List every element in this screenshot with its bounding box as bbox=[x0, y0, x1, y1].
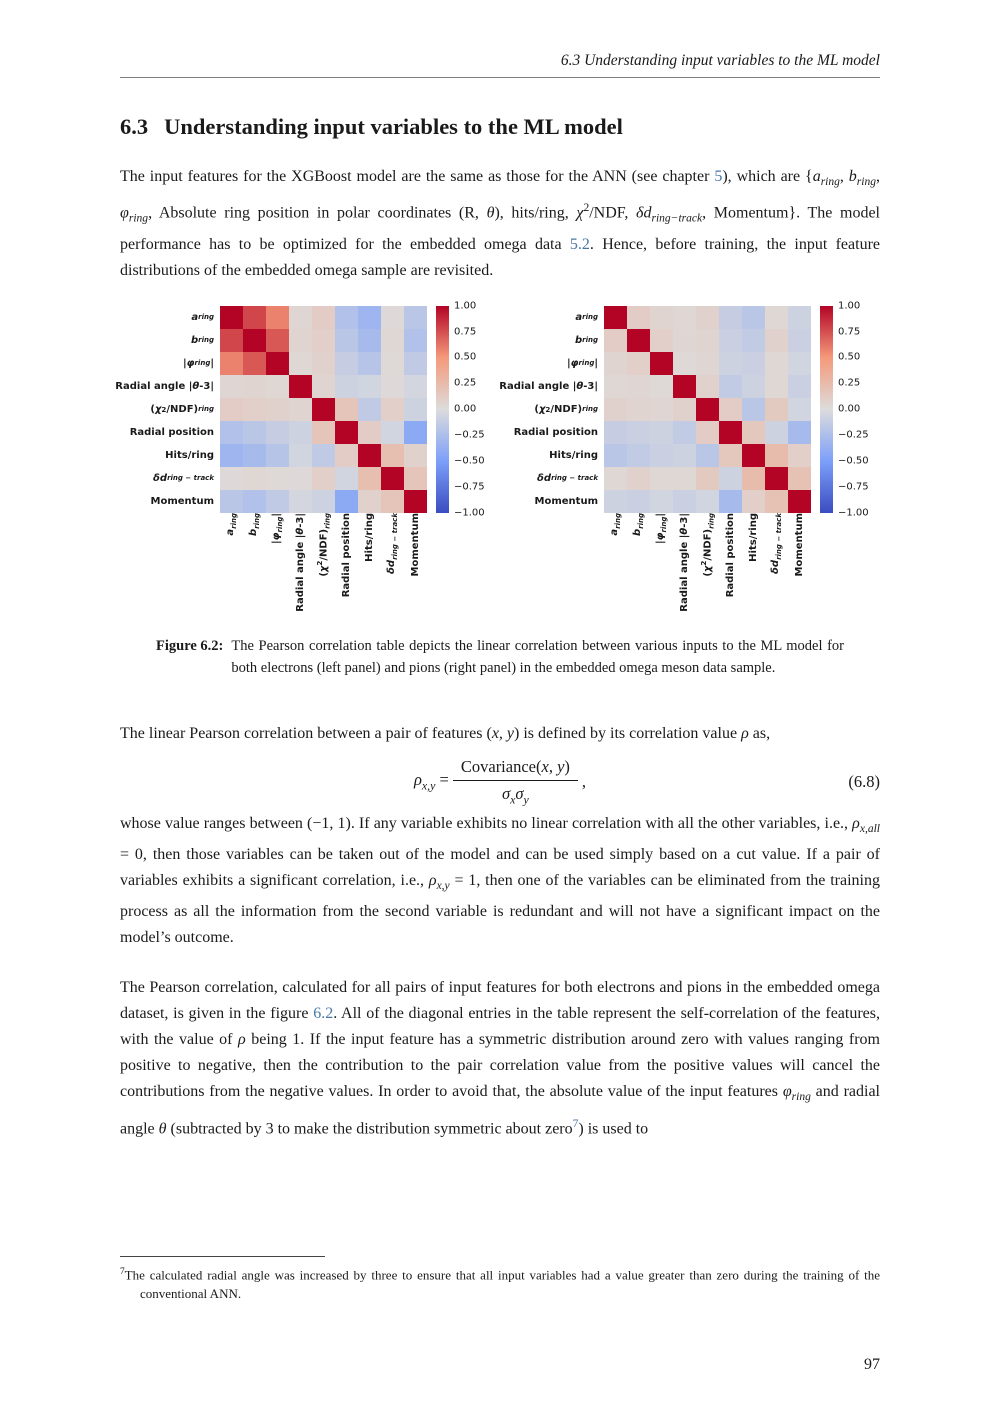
heatmap-cell bbox=[765, 398, 788, 421]
heatmap-cell bbox=[765, 490, 788, 513]
figure-caption-label: Figure 6.2: bbox=[156, 637, 224, 654]
heatmap-cell bbox=[289, 306, 312, 329]
y-tick-label: δd ring − track bbox=[153, 472, 214, 484]
x-tick-label: Radial angle |θ-3| bbox=[295, 512, 306, 612]
heatmap-cell bbox=[404, 329, 427, 352]
heatmap-cell bbox=[266, 490, 289, 513]
heatmap-cell bbox=[220, 306, 243, 329]
heatmap-cell bbox=[673, 444, 696, 467]
colorbar bbox=[820, 306, 833, 513]
heatmap-cell bbox=[335, 444, 358, 467]
heatmap-cell bbox=[312, 306, 335, 329]
heatmap-cell bbox=[289, 421, 312, 444]
heatmap-cell bbox=[358, 444, 381, 467]
heatmap-cell bbox=[696, 490, 719, 513]
colorbar-tick-label: 1.00 bbox=[838, 300, 861, 312]
heatmap-cell bbox=[243, 329, 266, 352]
equation-comma: , bbox=[581, 771, 587, 791]
heatmap-cell bbox=[243, 352, 266, 375]
colorbar-tick-label: −0.75 bbox=[454, 481, 485, 493]
heatmap-cell bbox=[673, 490, 696, 513]
heatmap-cell bbox=[742, 398, 765, 421]
heatmap-cell bbox=[719, 421, 742, 444]
heatmap-cell bbox=[719, 490, 742, 513]
heatmap-cell bbox=[312, 375, 335, 398]
colorbar-tick-label: 0.75 bbox=[454, 326, 477, 338]
page-number: 97 bbox=[864, 1356, 880, 1373]
heatmap-cell bbox=[381, 375, 404, 398]
heatmap-cell bbox=[404, 421, 427, 444]
x-tick-label: Radial position bbox=[725, 512, 736, 597]
section-number: 6.3 bbox=[120, 114, 149, 139]
heatmap-cell bbox=[742, 375, 765, 398]
heatmap-cell bbox=[243, 490, 266, 513]
colorbar-tick-label: 1.00 bbox=[454, 300, 477, 312]
heatmap-cell bbox=[650, 398, 673, 421]
heatmap-cell bbox=[220, 398, 243, 421]
footnote bbox=[120, 1256, 880, 1303]
heatmap-cell bbox=[335, 375, 358, 398]
heatmap-cell bbox=[381, 490, 404, 513]
equation-lhs: $\rho_{x,y}$ = bbox=[413, 770, 449, 793]
section-heading bbox=[120, 114, 880, 140]
y-tick-label: ( χ 2 /NDF) ring bbox=[534, 403, 598, 415]
y-tick-label: a ring bbox=[575, 311, 598, 323]
heatmap-cell bbox=[312, 352, 335, 375]
footnote-text: $^7$The calculated radial angle was increased by three to ensure that all input variables had a value greater than zero during the training of the conventional ANN. bbox=[120, 1267, 880, 1302]
y-tick-label: Hits/ring bbox=[165, 449, 214, 461]
heatmap-panel-left bbox=[115, 300, 496, 621]
colorbar-tick-labels bbox=[454, 300, 496, 519]
x-tick-label: Momentum bbox=[410, 512, 421, 577]
heatmap-cell bbox=[604, 306, 627, 329]
heatmap-cell bbox=[742, 306, 765, 329]
heatmap-cell bbox=[788, 398, 811, 421]
heatmap-cell bbox=[696, 398, 719, 421]
heatmap-cell bbox=[788, 444, 811, 467]
heatmap-cell bbox=[243, 444, 266, 467]
heatmap-cell bbox=[266, 467, 289, 490]
heatmap-cell bbox=[765, 306, 788, 329]
y-tick-label: Momentum bbox=[534, 495, 598, 507]
heatmap-cell bbox=[627, 352, 650, 375]
heatmap-cell bbox=[788, 329, 811, 352]
link-chapter-5[interactable]: 5 bbox=[714, 168, 723, 185]
heatmap-cell bbox=[650, 490, 673, 513]
heatmap-cell bbox=[358, 467, 381, 490]
heatmap-cell bbox=[673, 398, 696, 421]
link-figure-6-2[interactable]: 6.2 bbox=[313, 1005, 334, 1023]
footnote-marker: 7 bbox=[120, 1267, 125, 1277]
heatmap-cell bbox=[627, 398, 650, 421]
equation-number: (6.8) bbox=[848, 771, 880, 791]
heatmap-cell bbox=[719, 329, 742, 352]
colorbar-tick-label: 0.50 bbox=[454, 351, 477, 363]
heatmap-cell bbox=[243, 421, 266, 444]
heatmap-cell bbox=[788, 467, 811, 490]
heatmap-cell bbox=[358, 421, 381, 444]
equation-6-8 bbox=[120, 757, 880, 807]
heatmap-cell bbox=[696, 352, 719, 375]
heatmap-cell bbox=[604, 490, 627, 513]
x-tick-label: Radial angle |θ-3| bbox=[679, 512, 690, 612]
x-tick-label: $a_{ring}$ bbox=[225, 512, 238, 536]
heatmap-cell bbox=[289, 329, 312, 352]
heatmap-cell bbox=[719, 306, 742, 329]
heatmap-cell bbox=[719, 444, 742, 467]
heatmap-cell bbox=[266, 398, 289, 421]
heatmap-cell bbox=[627, 467, 650, 490]
heatmap-cell bbox=[604, 352, 627, 375]
heatmap-cell bbox=[312, 329, 335, 352]
paragraph-pearson-def: The linear Pearson correlation between a pair of features (x, y) is defined by its correlation value ρ as, bbox=[120, 724, 771, 742]
y-tick-label: δd ring − track bbox=[537, 472, 598, 484]
heatmap-cell bbox=[289, 398, 312, 421]
heatmap-cell bbox=[765, 352, 788, 375]
heatmap-cell bbox=[650, 306, 673, 329]
heatmap-cell bbox=[788, 352, 811, 375]
colorbar-tick-label: 0.25 bbox=[454, 377, 477, 389]
heatmap-cell bbox=[696, 306, 719, 329]
heatmap-cell bbox=[673, 306, 696, 329]
heatmap-cell bbox=[381, 444, 404, 467]
y-tick-label: a ring bbox=[191, 311, 214, 323]
y-tick-label: Radial angle | θ -3| bbox=[115, 380, 214, 392]
heatmap-cell bbox=[358, 398, 381, 421]
heatmap-cell bbox=[266, 444, 289, 467]
heatmap-cell bbox=[243, 467, 266, 490]
y-tick-label: b ring bbox=[574, 334, 598, 346]
heatmap-cell bbox=[627, 444, 650, 467]
heatmap-cell bbox=[404, 352, 427, 375]
heatmap-cell bbox=[765, 329, 788, 352]
heatmap-cell bbox=[719, 375, 742, 398]
heatmap-grid bbox=[604, 306, 811, 513]
heatmap-cell bbox=[335, 490, 358, 513]
heatmap-cell bbox=[673, 329, 696, 352]
heatmap-cell bbox=[765, 444, 788, 467]
heatmap-cell bbox=[358, 490, 381, 513]
heatmap-cell bbox=[650, 375, 673, 398]
equation-denominator: $\sigma_x\sigma_y$ bbox=[501, 783, 529, 806]
x-tick-label: $b_{ring}$ bbox=[248, 512, 261, 536]
heatmap-cell bbox=[650, 352, 673, 375]
heatmap-cell bbox=[335, 306, 358, 329]
paragraph-discussion: The Pearson correlation, calculated for all pairs of input features for both electrons and pions in the embedded omega dataset, is given in the figure 6.2. All of the diagonal entries in the table represent the self-correlation of the features, with the value of ρ being 1. If the input feature has a symmetric distribution around zero with values ranging from positive to negative, then the contribution to the pair correlation value from the positive values will cancel the contributions from the negative values. In order to avoid that, the absolute value of the input features $\varphi_{ring}$ and radial angle θ (subtracted by 3 to make the distribution symmetric about zero$^7$) is used to bbox=[120, 979, 881, 1137]
heatmap-cell bbox=[381, 421, 404, 444]
heatmap-cell bbox=[673, 352, 696, 375]
heatmap-cell bbox=[742, 329, 765, 352]
x-tick-label: Hits/ring bbox=[748, 512, 759, 562]
heatmap-cell bbox=[788, 490, 811, 513]
figure-caption-text: The Pearson correlation table depicts the linear correlation between various inputs to the ML model for both electrons (left panel) and pions (right panel) in the embedded omega meson data sample. bbox=[231, 637, 844, 676]
heatmap-cell bbox=[381, 398, 404, 421]
heatmap-cell bbox=[289, 352, 312, 375]
heatmap-cell bbox=[742, 467, 765, 490]
colorbar-tick-labels bbox=[838, 300, 880, 519]
colorbar bbox=[436, 306, 449, 513]
heatmap-cell bbox=[604, 421, 627, 444]
colorbar-tick-label: −0.25 bbox=[454, 429, 485, 441]
y-tick-label: | φ ring | bbox=[183, 357, 214, 369]
heatmap-cell bbox=[627, 490, 650, 513]
link-section-5-2[interactable]: 5.2 bbox=[569, 235, 590, 253]
heatmap-cell bbox=[673, 421, 696, 444]
heatmap-cell bbox=[788, 421, 811, 444]
heatmap-cell bbox=[719, 352, 742, 375]
y-tick-label: Radial position bbox=[513, 426, 598, 438]
heatmap-cell bbox=[627, 329, 650, 352]
heatmap-panel-right bbox=[499, 300, 880, 621]
heatmap-cell bbox=[404, 444, 427, 467]
heatmap-cell bbox=[381, 352, 404, 375]
heatmap-cell bbox=[312, 490, 335, 513]
footnote-rule bbox=[120, 1256, 325, 1257]
heatmap-cell bbox=[335, 467, 358, 490]
heatmap-cell bbox=[312, 467, 335, 490]
heatmap-cell bbox=[404, 398, 427, 421]
x-tick-label: $a_{ring}$ bbox=[609, 512, 622, 536]
equation-numerator: Covariance(x, y) bbox=[453, 757, 578, 781]
figure-6-2 bbox=[115, 300, 880, 621]
y-tick-label: b ring bbox=[190, 334, 214, 346]
heatmap-cell bbox=[604, 375, 627, 398]
heatmap-cell bbox=[381, 306, 404, 329]
heatmap-cell bbox=[312, 398, 335, 421]
colorbar-tick-label: −1.00 bbox=[838, 507, 869, 519]
heatmap-cell bbox=[289, 490, 312, 513]
heatmap-cell bbox=[696, 421, 719, 444]
heatmap-cell bbox=[220, 467, 243, 490]
heatmap-cell bbox=[404, 375, 427, 398]
heatmap-cell bbox=[358, 329, 381, 352]
heatmap-cell bbox=[765, 421, 788, 444]
heatmap-cell bbox=[266, 306, 289, 329]
heatmap-cell bbox=[673, 467, 696, 490]
heatmap-cell bbox=[650, 467, 673, 490]
heatmap-cell bbox=[266, 421, 289, 444]
y-tick-label: | φ ring | bbox=[567, 357, 598, 369]
heatmap-cell bbox=[220, 444, 243, 467]
heatmap-cell bbox=[742, 421, 765, 444]
heatmap-cell bbox=[220, 421, 243, 444]
heatmap-cell bbox=[220, 352, 243, 375]
heatmap-cell bbox=[312, 444, 335, 467]
colorbar-tick-label: 0.00 bbox=[454, 403, 477, 415]
heatmap-cell bbox=[604, 329, 627, 352]
heatmap-cell bbox=[788, 375, 811, 398]
colorbar-tick-label: −0.50 bbox=[454, 455, 485, 467]
colorbar-tick-label: −0.75 bbox=[838, 481, 869, 493]
equation-fraction bbox=[453, 757, 578, 807]
x-tick-label: $\delta d_{ring - track}$ bbox=[386, 512, 399, 574]
heatmap-cell bbox=[696, 467, 719, 490]
colorbar-tick-label: 0.50 bbox=[838, 351, 861, 363]
heatmap-cell bbox=[243, 306, 266, 329]
x-tick-label: $(\chi^2/NDF)_{ring}$ bbox=[315, 512, 332, 577]
y-tick-label: ( χ 2 /NDF) ring bbox=[150, 403, 214, 415]
heatmap-cell bbox=[719, 467, 742, 490]
paragraph-intro: The input features for the XGBoost model are the same as those for the ANN (see chapter 5), which are {$a_{ring}$, $b_{ring}$, $\varphi_{ring}$, Absolute ring position in polar coordinates (R, θ), hits/ring, $\chi^2$/NDF, $\delta d_{ring-track}$, Momentum}. The model performance has to be optimized for the embedded omega data 5.2. Hence, before training, the input feature distributions of the embedded omega sample are revisited. bbox=[120, 168, 881, 279]
heatmap-cell bbox=[650, 444, 673, 467]
y-tick-label: Radial angle | θ -3| bbox=[499, 380, 598, 392]
heatmap-cell bbox=[266, 329, 289, 352]
heatmap-cell bbox=[627, 306, 650, 329]
colorbar-tick-label: −0.50 bbox=[838, 455, 869, 467]
heatmap-cell bbox=[243, 398, 266, 421]
heatmap-cell bbox=[627, 421, 650, 444]
heatmap-cell bbox=[335, 329, 358, 352]
heatmap-cell bbox=[266, 352, 289, 375]
heatmap-cell bbox=[696, 444, 719, 467]
heatmap-cell bbox=[650, 329, 673, 352]
heatmap-cell bbox=[312, 421, 335, 444]
heatmap-cell bbox=[650, 421, 673, 444]
heatmap-cell bbox=[289, 444, 312, 467]
heatmap-cell bbox=[742, 352, 765, 375]
heatmap-cell bbox=[604, 444, 627, 467]
heatmap-cell bbox=[627, 375, 650, 398]
heatmap-cell bbox=[404, 467, 427, 490]
x-tick-label: $|\varphi_{ring}|$ bbox=[271, 512, 284, 544]
x-tick-label: Radial position bbox=[341, 512, 352, 597]
heatmap-cell bbox=[220, 490, 243, 513]
heatmap-cell bbox=[696, 375, 719, 398]
x-tick-label: Hits/ring bbox=[364, 512, 375, 562]
heatmap-cell bbox=[335, 421, 358, 444]
y-tick-label: Radial position bbox=[129, 426, 214, 438]
heatmap-cell bbox=[358, 306, 381, 329]
paragraph-rho-ranges: whose value ranges between (−1, 1). If any variable exhibits no linear correlation with all the other variables, i.e., $\rho_{x,all} = 0$, then those variables can be taken out of the model and can be used simply based on a cut value. If a pair of variables exhibits a significant correlation, i.e., $\rho_{x,y} = 1$, then one of the variables can be eliminated from the training process as all the information from the second variable is redundant and will not have a significant impact on the model’s outcome. bbox=[120, 815, 880, 947]
heatmap-cell bbox=[719, 398, 742, 421]
colorbar-tick-label: 0.25 bbox=[838, 377, 861, 389]
section-title: Understanding input variables to the ML model bbox=[164, 114, 623, 139]
running-header: 6.3 Understanding input variables to the ML model bbox=[120, 52, 880, 78]
colorbar-tick-label: 0.75 bbox=[838, 326, 861, 338]
heatmap-cell bbox=[289, 375, 312, 398]
heatmap-cell bbox=[404, 306, 427, 329]
heatmap-cell bbox=[765, 467, 788, 490]
heatmap-cell bbox=[335, 352, 358, 375]
footnote-marker-link[interactable]: 7 bbox=[572, 1117, 579, 1130]
heatmap-cell bbox=[358, 375, 381, 398]
heatmap-cell bbox=[604, 398, 627, 421]
x-tick-label: $b_{ring}$ bbox=[632, 512, 645, 536]
heatmap-cell bbox=[335, 398, 358, 421]
colorbar-tick-label: 0.00 bbox=[838, 403, 861, 415]
heatmap-cell bbox=[266, 375, 289, 398]
x-tick-label: $\delta d_{ring - track}$ bbox=[770, 512, 783, 574]
x-tick-label: $|\varphi_{ring}|$ bbox=[655, 512, 668, 544]
heatmap-cell bbox=[220, 375, 243, 398]
x-tick-label: $(\chi^2/NDF)_{ring}$ bbox=[699, 512, 716, 577]
heatmap-cell bbox=[289, 467, 312, 490]
y-tick-label: Hits/ring bbox=[549, 449, 598, 461]
heatmap-cell bbox=[742, 490, 765, 513]
heatmap-cell bbox=[742, 444, 765, 467]
heatmap-cell bbox=[696, 329, 719, 352]
heatmap-cell bbox=[358, 352, 381, 375]
heatmap-cell bbox=[788, 306, 811, 329]
heatmap-cell bbox=[673, 375, 696, 398]
figure-caption bbox=[156, 635, 844, 679]
heatmap-cell bbox=[604, 467, 627, 490]
heatmap-grid bbox=[220, 306, 427, 513]
x-tick-label: Momentum bbox=[794, 512, 805, 577]
heatmap-cell bbox=[765, 375, 788, 398]
heatmap-cell bbox=[243, 375, 266, 398]
heatmap-cell bbox=[381, 467, 404, 490]
y-tick-label: Momentum bbox=[150, 495, 214, 507]
heatmap-cell bbox=[381, 329, 404, 352]
heatmap-cell bbox=[220, 329, 243, 352]
colorbar-tick-label: −1.00 bbox=[454, 507, 485, 519]
colorbar-tick-label: −0.25 bbox=[838, 429, 869, 441]
heatmap-cell bbox=[404, 490, 427, 513]
